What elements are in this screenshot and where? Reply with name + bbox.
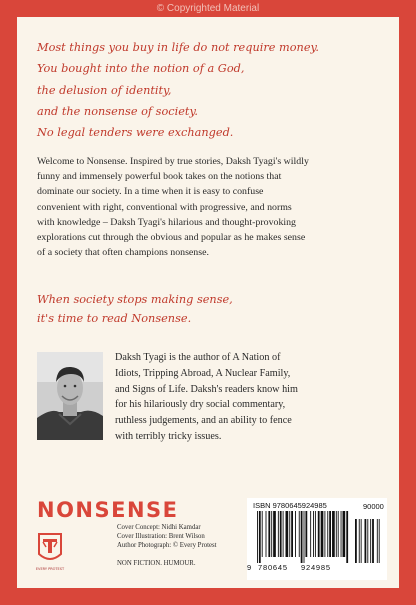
barcode	[253, 511, 381, 563]
barcode-bar	[262, 511, 263, 557]
barcode-bar	[268, 511, 270, 557]
quote-line: Most things you buy in life do not require money.	[37, 41, 319, 54]
blurb-line: with knowledge – Daksh Tyagi's hilarious and thought-provoking	[37, 216, 296, 228]
barcode-bar	[338, 511, 339, 557]
tagline-line: it's time to read Nonsense.	[37, 312, 192, 325]
book-logo: NONSENSE	[37, 498, 179, 522]
barcode-bar	[289, 511, 290, 557]
barcode-bar	[259, 511, 261, 563]
barcode-bar	[321, 511, 324, 557]
addon-bar	[361, 519, 362, 563]
genre-label: NON FICTION. HUMOUR.	[117, 560, 196, 567]
author-photo	[37, 352, 103, 440]
blurb-line: Welcome to Nonsense. Inspired by true stories, Daksh Tyagi's wildly	[37, 156, 309, 167]
publisher-logo-icon	[37, 532, 63, 566]
barcode-bar	[295, 511, 296, 557]
addon-bar	[359, 519, 360, 563]
blurb-line: convenient with right, conventional with progressive, and norms	[37, 201, 292, 213]
addon-bar	[377, 519, 378, 563]
barcode-bar	[299, 511, 300, 557]
barcode-bar	[283, 511, 284, 557]
bio-line: and Signs of Life. Daksh's readers know him	[115, 383, 298, 395]
barcode-bar	[315, 511, 316, 557]
book-blurb	[37, 154, 387, 260]
author-portrait-image	[37, 352, 103, 440]
barcode-bar	[310, 511, 311, 557]
barcode-bar	[304, 511, 305, 563]
barcode-bar	[318, 511, 320, 557]
credit-line: Author Photograph: © Every Protest	[117, 542, 217, 550]
barcode-bar	[273, 511, 276, 557]
blurb-line: of a society that often champions nonsense.	[37, 247, 209, 259]
barcode-digit-group: 924985	[301, 563, 331, 572]
barcode-bar	[280, 511, 282, 557]
barcode-bar	[313, 511, 314, 557]
barcode-bar	[266, 511, 267, 557]
addon-bar	[365, 519, 367, 563]
barcode-bar	[278, 511, 279, 557]
bio-line: for his hilariously dry social commentary,	[115, 399, 286, 411]
opening-quote	[37, 37, 387, 143]
quote-line: and the nonsense of society.	[37, 104, 198, 118]
bio-line: ruthless judgements, and an ability to fence	[115, 415, 292, 427]
quote-line: You bought into the notion of a God,	[37, 62, 245, 76]
addon-bar	[355, 519, 357, 563]
barcode-panel	[247, 498, 387, 580]
credit-line: Cover Illustration: Brent Wilson	[117, 533, 205, 541]
bio-line: with terribly tricky issues.	[115, 430, 222, 442]
barcode-bar	[286, 511, 289, 557]
cover-credits	[117, 523, 217, 551]
blurb-line: dominate our society. In a time when it is easy to confuse	[37, 186, 264, 198]
price-addon: 90000	[363, 502, 384, 511]
barcode-bar	[341, 511, 342, 557]
barcode-bar	[332, 511, 335, 557]
quote-line: the delusion of identity,	[37, 83, 172, 97]
blurb-line: explorations cut through the obvious and popular as he makes sense	[37, 232, 306, 244]
credit-line: Cover Concept: Nidhi Kamdar	[117, 524, 201, 531]
barcode-bar	[305, 511, 307, 557]
addon-bar	[367, 519, 368, 563]
publisher-name: EVERY PROTEST	[35, 567, 65, 571]
addon-bar	[379, 519, 380, 563]
tagline-line: When society stops making sense,	[37, 293, 233, 306]
barcode-digit-group: 780645	[258, 563, 288, 572]
barcode-bar	[257, 511, 258, 563]
barcode-bar	[291, 511, 293, 557]
bio-line: Idiots, Tripping Abroad, A Nuclear Family,	[115, 367, 291, 379]
barcode-bar	[301, 511, 303, 563]
barcode-bar	[327, 511, 328, 557]
barcode-bar	[271, 511, 272, 557]
barcode-bar	[346, 511, 348, 563]
barcode-bar	[343, 511, 346, 557]
quote-line: No legal tenders were exchanged.	[37, 126, 234, 140]
watermark: © Copyrighted Material	[156, 3, 260, 14]
barcode-bar	[324, 511, 325, 557]
barcode-bar	[336, 511, 337, 557]
blurb-line: funny and immensely powerful book takes on the notions that	[37, 171, 282, 183]
isbn-label: ISBN 9780645924985	[253, 501, 327, 510]
barcode-bar	[329, 511, 331, 557]
addon-bar	[370, 519, 371, 563]
tagline	[37, 290, 387, 328]
addon-bar	[372, 519, 374, 563]
bio-line: Daksh Tyagi is the author of A Nation of	[115, 352, 281, 363]
back-cover	[17, 17, 399, 588]
author-bio	[115, 350, 385, 445]
barcode-lead-digit: 9	[247, 563, 252, 572]
